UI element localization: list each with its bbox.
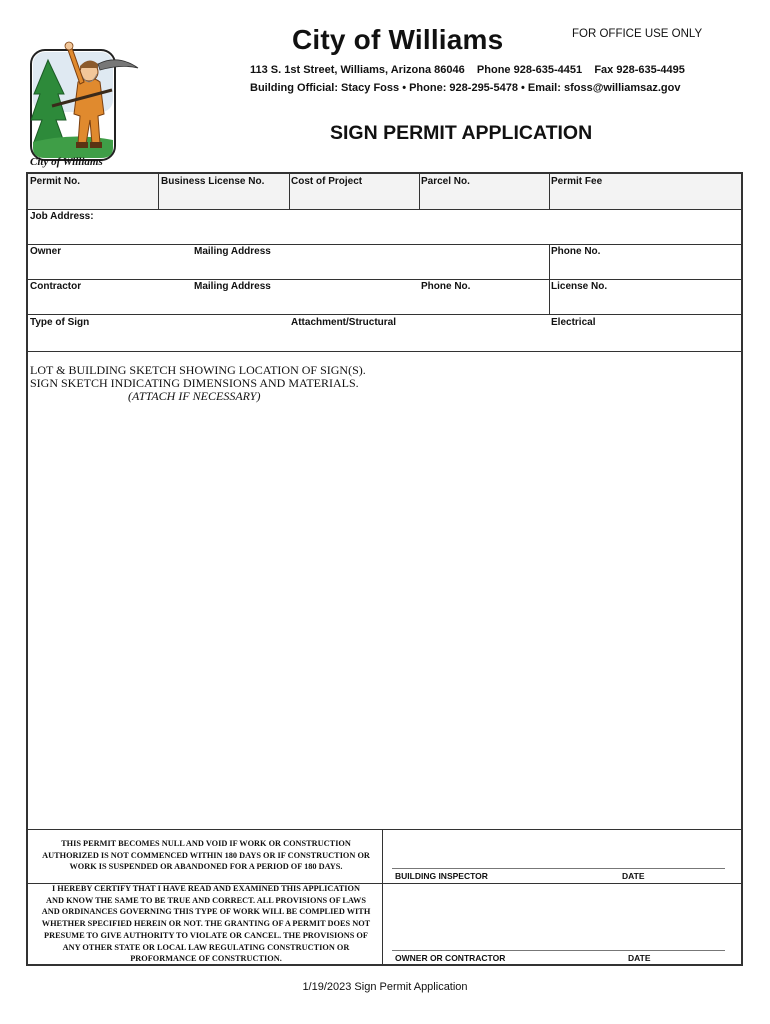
row-divider [28,351,741,352]
official-line: Building Official: Stacy Foss • Phone: 928-295-5478 • Email: sfoss@williamsaz.gov [250,82,681,94]
contractor-phone-field[interactable]: Phone No. [421,281,471,292]
col-divider [419,174,420,209]
certification-line: I HEREBY CERTIFY THAT I HAVE READ AND EXAMINED THIS APPLICATION [52,884,360,893]
page-footer: 1/19/2023 Sign Permit Application [302,981,468,993]
owner-signature-line[interactable] [392,950,725,951]
city-title: City of Williams [292,24,504,55]
contractor-mailing-address-field[interactable]: Mailing Address [194,281,271,292]
void-notice-line: THIS PERMIT BECOMES NULL AND VOID IF WORK OR CONSTRUCTION [61,839,351,848]
city-logo [26,24,144,172]
certification-line: WHETHER SPECIFIED HEREIN OR NOT. THE GRANTING OF A PERMIT DOES NOT [41,919,371,929]
certification-line: ANY OTHER STATE OR LOCAL LAW REGULATING CONSTRUCTION OR [62,942,350,952]
office-use-label: FOR OFFICE USE ONLY [572,28,703,40]
owner-mailing-address-field[interactable]: Mailing Address [194,246,271,257]
sketch-area[interactable] [30,364,366,403]
sketch-instruction-2: SIGN SKETCH INDICATING DIMENSIONS AND MATERIALS. [30,376,359,390]
logo-caption: City of Williams [30,156,103,168]
certification-line: AND ORDINANCES GOVERNING THIS TYPE OF WORK WILL BE COMPLIED WITH [41,907,371,917]
owner-contractor-label: OWNER OR CONTRACTOR [395,953,506,963]
parcel-no-field[interactable]: Parcel No. [421,176,470,187]
form-title: SIGN PERMIT APPLICATION [330,122,593,144]
cost-of-project-field[interactable]: Cost of Project [291,176,363,187]
col-divider [549,174,550,209]
type-of-sign-field[interactable]: Type of Sign [30,317,90,328]
attachment-structural-field[interactable]: Attachment/Structural [291,317,397,328]
sketch-instruction-1: LOT & BUILDING SKETCH SHOWING LOCATION OF SIGN(S). [30,363,366,377]
mountain-man-logo-icon [26,24,144,172]
address-line: 113 S. 1st Street, Williams, Arizona 86046 Phone 928-635-4451 Fax 928-635-4495 [250,64,685,76]
license-no-field[interactable]: License No. [551,281,608,292]
certification-line: PROFORMANCE OF CONSTRUCTION. [130,954,282,964]
certification-text [28,883,384,965]
inspector-date-label: DATE [622,871,645,881]
office-row-shade [28,174,741,209]
building-inspector-label: BUILDING INSPECTOR [395,871,488,881]
row-divider [28,314,741,315]
permit-form [26,172,743,966]
contractor-field[interactable]: Contractor [30,281,82,292]
void-notice-line: WORK IS SUSPENDED OR ABANDONED FOR A PERIOD OF 180 DAYS. [69,862,343,872]
col-divider [549,279,550,314]
sketch-attach-note: (ATTACH IF NECESSARY) [128,389,261,403]
inspector-signature-line[interactable] [392,868,725,869]
col-divider [289,174,290,209]
certification-line: PRESUME TO GIVE AUTHORITY TO VIOLATE OR CANCEL. THE PROVISIONS OF [44,930,368,940]
electrical-field[interactable]: Electrical [551,317,596,328]
owner-date-label: DATE [628,953,651,963]
job-address-field[interactable]: Job Address: [30,211,94,222]
void-notice-line: AUTHORIZED IS NOT COMMENCED WITHIN 180 DAYS OR IF CONSTRUCTION OR [42,850,370,860]
business-license-field[interactable]: Business License No. [161,176,265,187]
row-divider [28,279,741,280]
row-divider [28,209,741,210]
owner-phone-field[interactable]: Phone No. [551,246,601,257]
col-divider [549,244,550,279]
owner-field[interactable]: Owner [30,246,62,257]
row-divider [28,829,741,830]
col-divider [158,174,159,209]
permit-fee-field[interactable]: Permit Fee [551,176,603,187]
permit-no-field[interactable]: Permit No. [30,176,81,187]
row-divider [28,244,741,245]
void-notice [28,838,384,873]
certification-line: AND KNOW THE SAME TO BE TRUE AND CORRECT. ALL PROVISIONS OF LAWS [46,895,366,905]
